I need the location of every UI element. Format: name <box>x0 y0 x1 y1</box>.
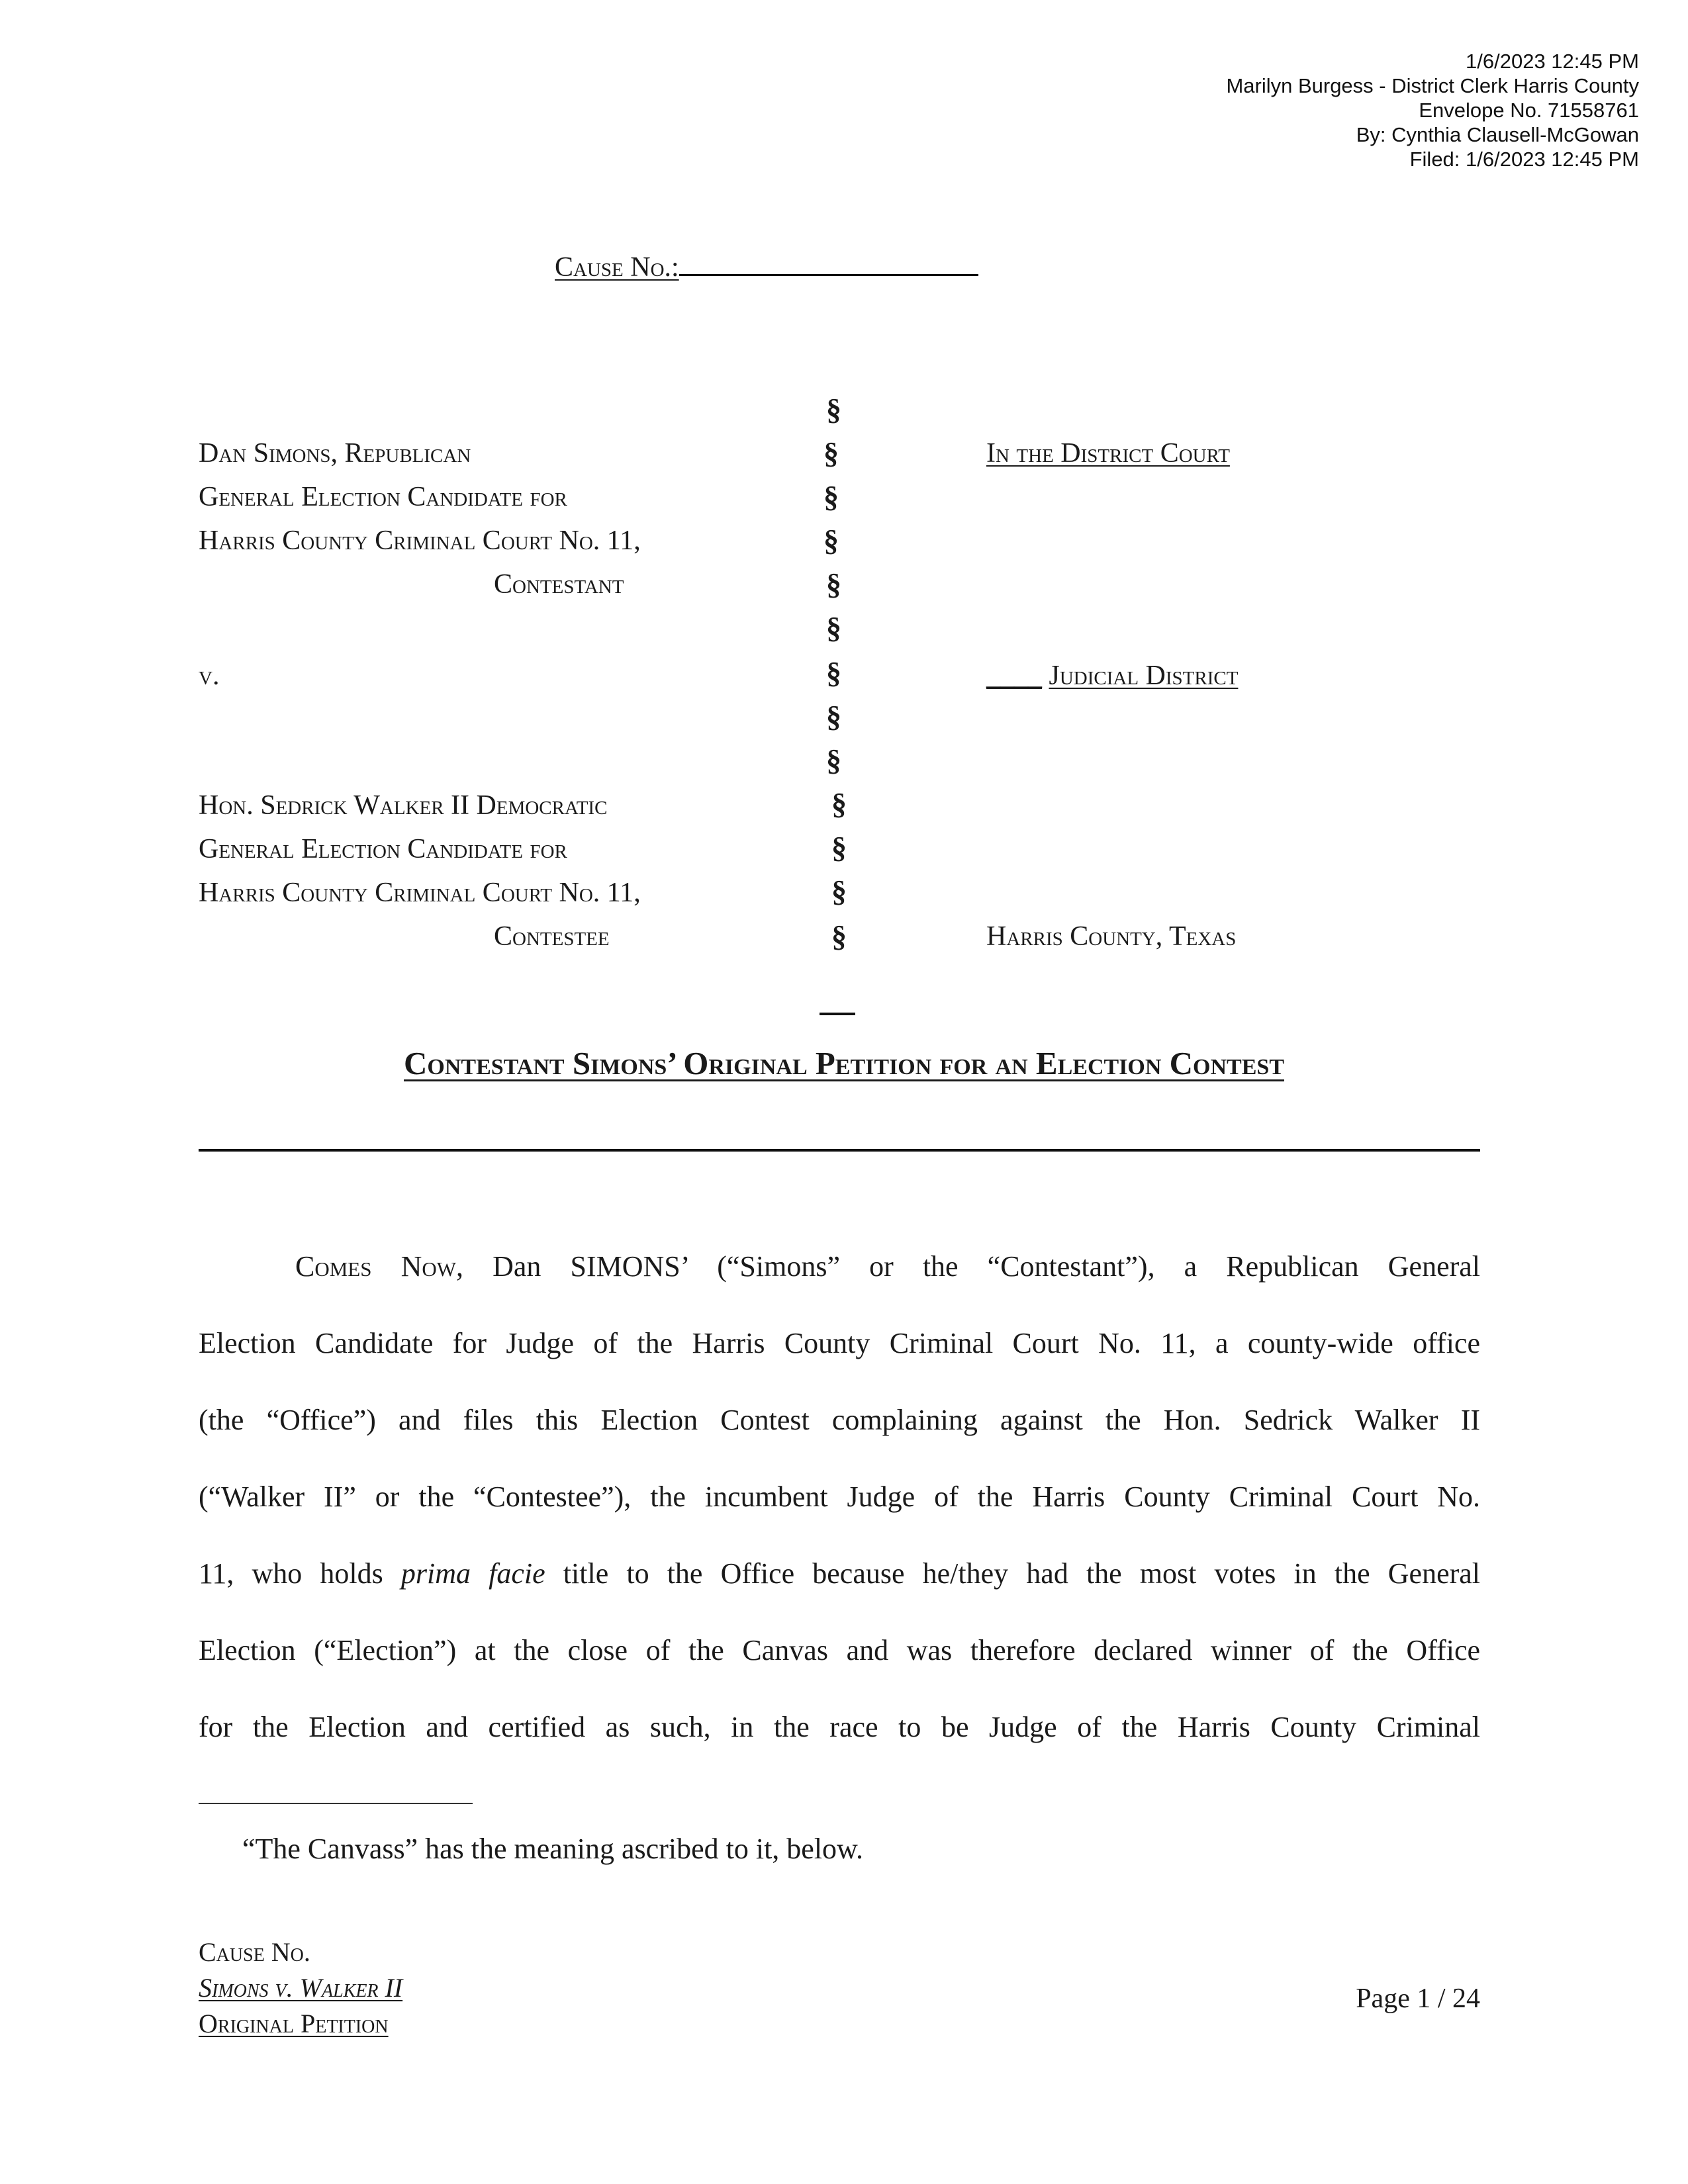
body-line-5 <box>199 1559 1480 1588</box>
section-symbol: § <box>826 656 841 690</box>
body-line-4: (“Walker II” or the “Contestee”), the incumbent Judge of the Harris County Criminal Court No. <box>199 1480 1480 1513</box>
stamp-envelope: Envelope No. 71558761 <box>1419 99 1639 122</box>
body-line-5-a: 11, who holds <box>199 1557 383 1590</box>
contestee-role: Contestee <box>494 921 610 952</box>
contestant-line-2: General Election Candidate for <box>199 482 567 512</box>
footer-case-name: Simons v. Walker II <box>199 1973 403 2003</box>
section-symbol: § <box>823 480 839 514</box>
footer-doc-title: Original Petition <box>199 2009 389 2038</box>
caption-dash <box>820 1013 855 1015</box>
contestant-line-3: Harris County Criminal Court No. 11, <box>199 525 641 556</box>
body-line-5-b: title to the Office because he/they had the most votes in the General <box>563 1557 1481 1590</box>
document-title: Contestant Simons’ Original Petition for an Election Contest <box>404 1045 1284 1081</box>
cause-number-header <box>555 251 978 283</box>
stamp-clerk: Marilyn Burgess - District Clerk Harris County <box>1226 74 1639 97</box>
contestant-line-1: Dan Simons, Republican <box>199 438 471 469</box>
section-symbol: § <box>831 831 847 864</box>
section-symbol: § <box>826 567 841 601</box>
section-symbol: § <box>823 436 839 470</box>
body-line-7: for the Election and certified as such, in the race to be Judge of the Harris County Criminal <box>199 1711 1480 1743</box>
cause-label: Cause No.: <box>555 252 679 283</box>
county-state: Harris County, Texas <box>986 921 1237 952</box>
section-symbol: § <box>831 874 847 908</box>
versus: v. <box>199 660 220 691</box>
comes-now: Comes Now <box>295 1250 456 1283</box>
contestant-role: Contestant <box>494 569 624 600</box>
district-label: Judicial District <box>1049 660 1239 691</box>
body-line-5-italic: prima facie <box>400 1557 545 1590</box>
footnote: “The Canvass” has the meaning ascribed to it, below. <box>242 1833 863 1865</box>
section-symbol: § <box>826 743 841 777</box>
stamp-datetime: 1/6/2023 12:45 PM <box>1466 50 1639 73</box>
section-symbol: § <box>826 611 841 645</box>
body-line-2: Election Candidate for Judge of the Harris County Criminal Court No. 11, a county-wide office <box>199 1327 1480 1359</box>
court-name: In the District Court <box>986 438 1230 469</box>
contestee-line-1: Hon. Sedrick Walker II Democratic <box>199 790 608 821</box>
footnote-rule <box>199 1803 473 1804</box>
body-line-6: Election (“Election”) at the close of the Canvas and was therefore declared winner of the Office <box>199 1634 1480 1666</box>
section-symbol: § <box>826 700 841 733</box>
contestee-line-3: Harris County Criminal Court No. 11, <box>199 878 641 908</box>
district-number-blank: ____ <box>986 660 1042 691</box>
section-symbol: § <box>831 787 847 821</box>
stamp-filed: Filed: 1/6/2023 12:45 PM <box>1409 148 1639 171</box>
footer-cause: Cause No. <box>199 1937 310 1967</box>
page-number: Page 1 / 24 <box>1356 1983 1480 2014</box>
body-line-3: (the “Office”) and files this Election Contest complaining against the Hon. Sedrick Walker II <box>199 1404 1480 1436</box>
body-line-1-rest: , Dan SIMONS’ (“Simons” or the “Contestant”), a Republican General <box>456 1250 1481 1283</box>
judicial-district <box>986 662 1238 690</box>
section-symbol: § <box>826 392 841 426</box>
title-rule <box>199 1149 1480 1152</box>
filing-stamp <box>1226 49 1639 171</box>
contestee-line-2: General Election Candidate for <box>199 834 567 864</box>
section-symbol: § <box>831 919 847 953</box>
stamp-by: By: Cynthia Clausell-McGowan <box>1356 123 1639 146</box>
cause-number-blank <box>679 251 978 276</box>
section-symbol: § <box>823 523 839 557</box>
body-line-1 <box>295 1252 1480 1281</box>
